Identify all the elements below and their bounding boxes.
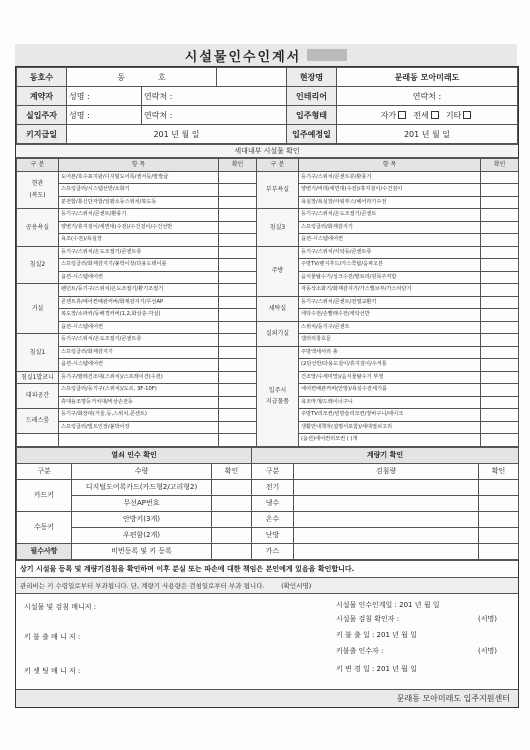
left-item: 스프링클러/등기구(스위치)/도르, 3F-10F) <box>59 384 219 397</box>
inspector-sign[interactable]: (서명) <box>478 614 497 623</box>
right-item: 스위치/등기구/콘센트 <box>299 321 481 334</box>
meter-cold-reading[interactable] <box>294 495 479 511</box>
right-item: 주방TV/렌지후드/가스쿡탑/음파오븐 <box>299 259 481 272</box>
inspector-label: 시설물 검침 확인자 : <box>336 614 400 623</box>
right-item: 등기구/스위치/콘센트/전열교환기 <box>299 296 481 309</box>
inspection-row <box>17 321 519 334</box>
left-category: 침실1발코니 <box>17 371 59 384</box>
right-check-cell[interactable] <box>481 234 519 247</box>
left-item: 스프링클러/빌트인장/붙박이장 <box>59 421 219 434</box>
section-title: 세대내부 시설물 확인 <box>16 144 518 158</box>
right-item: (옵션)에어컨리모컨 ( )개 <box>299 434 481 447</box>
resident-phone-field[interactable]: 연락처 : <box>142 106 287 125</box>
key-receiver-sign[interactable]: (서명) <box>478 646 497 655</box>
cardkey-check[interactable] <box>212 479 252 495</box>
left-item: 스프링클러/시스템선반/소화기 <box>59 184 219 197</box>
handover-date[interactable]: 시설물 인수인계일 : 201 년 월 일 <box>336 600 440 609</box>
form-sheet <box>15 66 519 708</box>
manual-key-a: 안방키(3개) <box>72 511 212 527</box>
site-label: 현장명 <box>287 68 337 87</box>
left-check-cell[interactable] <box>219 321 257 334</box>
right-check-cell[interactable] <box>481 171 519 184</box>
occupancy-options: 자가 전세 기타 <box>337 106 518 125</box>
ap-number-text: 무선AP번호 <box>72 495 212 511</box>
meter-heat-reading[interactable] <box>294 527 479 543</box>
key-issue-manager-label: 키 불 출 매 니 저 : <box>24 632 81 641</box>
left-item: 등기구/팔레건조대(스위치)/스프레이건(수전) <box>59 371 219 384</box>
left-item: 등기구/스위치/온도조절기/콘센트류 <box>59 246 219 259</box>
key-date-field[interactable]: 201 년 월 일 <box>67 125 287 144</box>
left-check-cell[interactable] <box>219 271 257 284</box>
left-check-cell[interactable] <box>219 246 257 259</box>
left-check-cell[interactable] <box>219 384 257 397</box>
left-check-cell[interactable] <box>219 371 257 384</box>
left-category: 대피공간 <box>17 384 59 409</box>
left-check-cell[interactable] <box>219 334 257 347</box>
unit-label: 동호수 <box>17 68 67 87</box>
left-check-cell[interactable] <box>219 346 257 359</box>
left-check-cell[interactable] <box>219 284 257 297</box>
left-check-cell[interactable] <box>219 259 257 272</box>
left-check-cell[interactable] <box>219 296 257 309</box>
inspection-row <box>17 209 519 222</box>
meter-hot-check[interactable] <box>479 511 519 527</box>
right-check-cell[interactable] <box>481 334 519 347</box>
right-item: 등기구/스위치/콘센트류/환풍기 <box>299 171 481 184</box>
manual-key-b: 우편함(2개) <box>72 527 212 543</box>
meter-section-title: 계량기 확인 <box>252 447 519 463</box>
right-category: 실외기실 <box>257 321 299 346</box>
key-col-type: 구분 <box>17 463 72 479</box>
meter-cold: 냉수 <box>252 495 294 511</box>
right-item: 욕실장/욕실장/사워부스/헤어라기수전 <box>299 196 481 209</box>
meter-cold-check[interactable] <box>479 495 519 511</box>
right-item: 욕조마개/드레이너구니 <box>299 396 481 409</box>
right-check-cell[interactable] <box>481 421 519 434</box>
right-item: 생활안내책자(설명서포함)/세대열쇠고리 <box>299 421 481 434</box>
inspection-row <box>17 296 519 309</box>
site-name: 문래동 모아미래도 <box>337 68 518 87</box>
left-check-cell[interactable] <box>219 184 257 197</box>
meter-gas-reading[interactable] <box>294 543 479 559</box>
lease-checkbox[interactable] <box>431 111 439 119</box>
move-date-field[interactable]: 201 년 월 일 <box>337 125 518 144</box>
resident-name-field[interactable]: 성명 : <box>67 106 142 125</box>
right-item: 양변기/비데/세면대(수전)/휴지걸이/수건걸이 <box>299 184 481 197</box>
right-item: 갤러리창호문 <box>299 334 481 347</box>
right-check-cell[interactable] <box>481 396 519 409</box>
right-check-cell[interactable] <box>481 221 519 234</box>
left-item: 콘센트류/에어컨배관커버/화재감지기/무선AP <box>59 296 219 309</box>
left-category: 침실2 <box>17 246 59 284</box>
meter-electric-reading[interactable] <box>294 479 479 495</box>
cardkey-text: 디지털도어록카드(카드형2/고리형2) <box>72 479 212 495</box>
resident-label: 실입주자 <box>17 106 67 125</box>
left-item: 옵션-시스템에어컨 <box>59 359 219 372</box>
right-check-cell[interactable] <box>481 259 519 272</box>
right-item: 옵션-시스템에어컨 <box>299 234 481 247</box>
ap-check[interactable] <box>212 495 252 511</box>
manager-inspection-label: 시설물 및 검침 매니저 : <box>24 602 97 611</box>
key-section-title: 열쇠 인수 확인 <box>17 447 252 463</box>
other-checkbox[interactable] <box>463 111 471 119</box>
left-item: 복도장/소파커/등배경커버(1,2,화상층-각실) <box>59 309 219 322</box>
left-item: 스프링클러/화재감지기/붙박이장/다용도테이블 <box>59 259 219 272</box>
key-date-label: 키지급일 <box>17 125 67 144</box>
fee-notice: 관리비는 키 수령일로부터 부과됩니다. 단, 계량기 사용량은 검침일로부터 부과 됩니다. (확인서명) <box>16 577 518 593</box>
left-check-cell[interactable] <box>219 396 257 409</box>
left-category: 드레스룸 <box>17 409 59 434</box>
left-cat-header: 구 분 <box>17 159 59 172</box>
right-item: 세탁수전/손빨래수전/세탁선반 <box>299 309 481 322</box>
inspection-row <box>17 171 519 184</box>
dong-label: 동 <box>117 72 125 82</box>
right-item: 자동삭소화기/화재감지기/가스밸브부/가스차단기 <box>299 284 481 297</box>
left-check-cell[interactable] <box>219 359 257 372</box>
cardkey-label: 카드키 <box>17 479 72 511</box>
right-check-cell[interactable] <box>481 359 519 372</box>
left-category: 현관 (복도) <box>17 171 59 209</box>
meter-hot-reading[interactable] <box>294 511 479 527</box>
left-item: 옵션-시스템에어컨 <box>59 271 219 284</box>
left-check-cell[interactable] <box>219 421 257 434</box>
right-check-cell[interactable] <box>481 246 519 259</box>
left-check-header: 확인 <box>219 159 257 172</box>
right-check-cell[interactable] <box>481 309 519 322</box>
right-category: 주방 <box>257 246 299 296</box>
left-item: 스프링클러/화재감지기 <box>59 346 219 359</box>
document-title: 시설물인수인계서 <box>15 44 517 67</box>
right-check-cell[interactable] <box>481 321 519 334</box>
right-check-cell[interactable] <box>481 209 519 222</box>
inspection-table <box>16 158 519 447</box>
right-check-cell[interactable] <box>481 196 519 209</box>
left-check-cell[interactable] <box>219 309 257 322</box>
right-item: 주방TV리모컨/빈방슬리모컨/장바구니/테이크 <box>299 409 481 422</box>
left-category: 공용욕실 <box>17 209 59 247</box>
left-item: 욕조(수전)/욕실장 <box>59 234 219 247</box>
manual-key-label: 수동키 <box>17 511 72 543</box>
right-item-header: 항 목 <box>299 159 481 172</box>
right-check-cell[interactable] <box>481 271 519 284</box>
right-item: 음식물탈수기/싱크수전/팔로리/원목주저함 <box>299 271 481 284</box>
contractor-label: 계약자 <box>17 87 67 106</box>
bottom-table <box>16 447 519 560</box>
confirm-sign-label: (확인서명) <box>281 581 312 590</box>
inspection-row <box>17 246 519 259</box>
key-change-date[interactable]: 키 변 경 일 : 201 년 월 일 <box>336 664 417 673</box>
left-item: 도어폰/호수표지판/디지털도어록/센서등/말발굽 <box>59 171 219 184</box>
manual-key-b-check[interactable] <box>212 527 252 543</box>
left-category: 거실 <box>17 284 59 334</box>
right-item: 에어컨배관커버(안방)/욕실수전세기룸 <box>299 384 481 397</box>
meter-heat-check[interactable] <box>479 527 519 543</box>
occupancy-label: 입주형태 <box>287 106 337 125</box>
left-category: 침실1 <box>17 334 59 372</box>
left-check-cell[interactable] <box>219 196 257 209</box>
left-item: 휴대용조명등거치대/비상손전등 <box>59 396 219 409</box>
left-item: 등기구/화장대(거울,등,스위치,콘센트) <box>59 409 219 422</box>
right-check-cell[interactable] <box>481 284 519 297</box>
meter-electric-check[interactable] <box>479 479 519 495</box>
right-check-cell[interactable] <box>481 346 519 359</box>
right-item: 건조망/수세미망)/음식물탈수기 뚜껑 <box>299 371 481 384</box>
liability-notice: 상기 시설물 등록 및 계량기검침을 확인하며 이후 분실 또는 파손에 대한 책임은 본인에게 있음을 확인합니다. <box>16 560 518 577</box>
right-check-cell[interactable] <box>481 296 519 309</box>
left-check-cell[interactable] <box>219 171 257 184</box>
key-receiver-label: 키불출 인수자 : <box>336 646 384 655</box>
required-label: 필수사항 <box>17 543 72 559</box>
right-item: 등기구/스위치/온도조절기/콘센트 <box>299 209 481 222</box>
signature-area <box>16 593 518 689</box>
own-checkbox[interactable] <box>398 111 406 119</box>
contractor-phone-field[interactable]: 연락처 : <box>142 87 287 106</box>
key-issue-date[interactable]: 키 불 출 일 : 201 년 월 일 <box>336 630 417 639</box>
meter-gas: 가스 <box>252 543 294 559</box>
redacted-mark <box>307 49 347 61</box>
right-cat-header: 구 분 <box>257 159 299 172</box>
right-check-cell[interactable] <box>481 371 519 384</box>
ho-label: 호 <box>158 72 166 82</box>
interior-phone-field[interactable]: 연락처 : <box>337 87 518 106</box>
right-check-cell[interactable] <box>481 434 519 447</box>
right-item: 등기구/스위치/식탁등/콘센트류 <box>299 246 481 259</box>
left-item: 양변기/휴지걸이/세면대(수전)/수건걸이/수건선반 <box>59 221 219 234</box>
interior-label: 인테리어 <box>287 87 337 106</box>
footer-center: 문래동 모아미래도 입주지원센터 <box>16 689 518 707</box>
left-item: 옵션-시스템에어컨 <box>59 321 219 334</box>
meter-col-reading: 검침량 <box>294 463 479 479</box>
left-item-header: 항 목 <box>59 159 219 172</box>
left-item: 펜던트/등기구/스위치/온도조절기/환기조절기 <box>59 284 219 297</box>
key-setting-manager-label: 키 셋 팅 매 니 저 : <box>24 666 81 675</box>
meter-heat: 난방 <box>252 527 294 543</box>
manual-key-a-check[interactable] <box>212 511 252 527</box>
right-check-cell[interactable] <box>481 409 519 422</box>
key-col-qty: 수량 <box>72 463 212 479</box>
right-category: 부부욕실 <box>257 171 299 209</box>
meter-electric: 전기 <box>252 479 294 495</box>
move-date-label: 입주예정일 <box>287 125 337 144</box>
required-text: 비번등록 및 키 등록 <box>72 543 212 559</box>
left-check-cell[interactable] <box>219 234 257 247</box>
right-item: 주방액세서리 총 <box>299 346 481 359</box>
inspection-row <box>17 346 519 359</box>
left-check-cell[interactable] <box>219 409 257 422</box>
left-check-cell[interactable] <box>219 221 257 234</box>
header-table <box>16 67 518 144</box>
right-category: 입주시 지급물품 <box>257 346 299 446</box>
right-item: (2단선반/다용도걸이/휴지걸이/수저통 <box>299 359 481 372</box>
meter-col-type: 구분 <box>252 463 294 479</box>
left-check-cell[interactable] <box>219 209 257 222</box>
right-check-cell[interactable] <box>481 184 519 197</box>
right-category: 침실3 <box>257 209 299 247</box>
right-item: 스프링클러/화재감지기 <box>299 221 481 234</box>
right-category: 세탁실 <box>257 296 299 321</box>
contractor-name-field[interactable]: 성명 : <box>67 87 142 106</box>
right-check-cell[interactable] <box>481 384 519 397</box>
left-item: 등기구/스위치/온도조절기/콘센트류 <box>59 334 219 347</box>
required-check[interactable] <box>212 543 252 559</box>
right-check-header: 확인 <box>481 159 519 172</box>
meter-hot: 온수 <box>252 511 294 527</box>
key-col-check: 확인 <box>212 463 252 479</box>
left-item: 등기구/스위치/콘센트/환풍기 <box>59 209 219 222</box>
left-item: 분전함/통신단자함/일괄소등스위치/복도등 <box>59 196 219 209</box>
meter-col-check: 확인 <box>479 463 519 479</box>
meter-gas-check[interactable] <box>479 543 519 559</box>
